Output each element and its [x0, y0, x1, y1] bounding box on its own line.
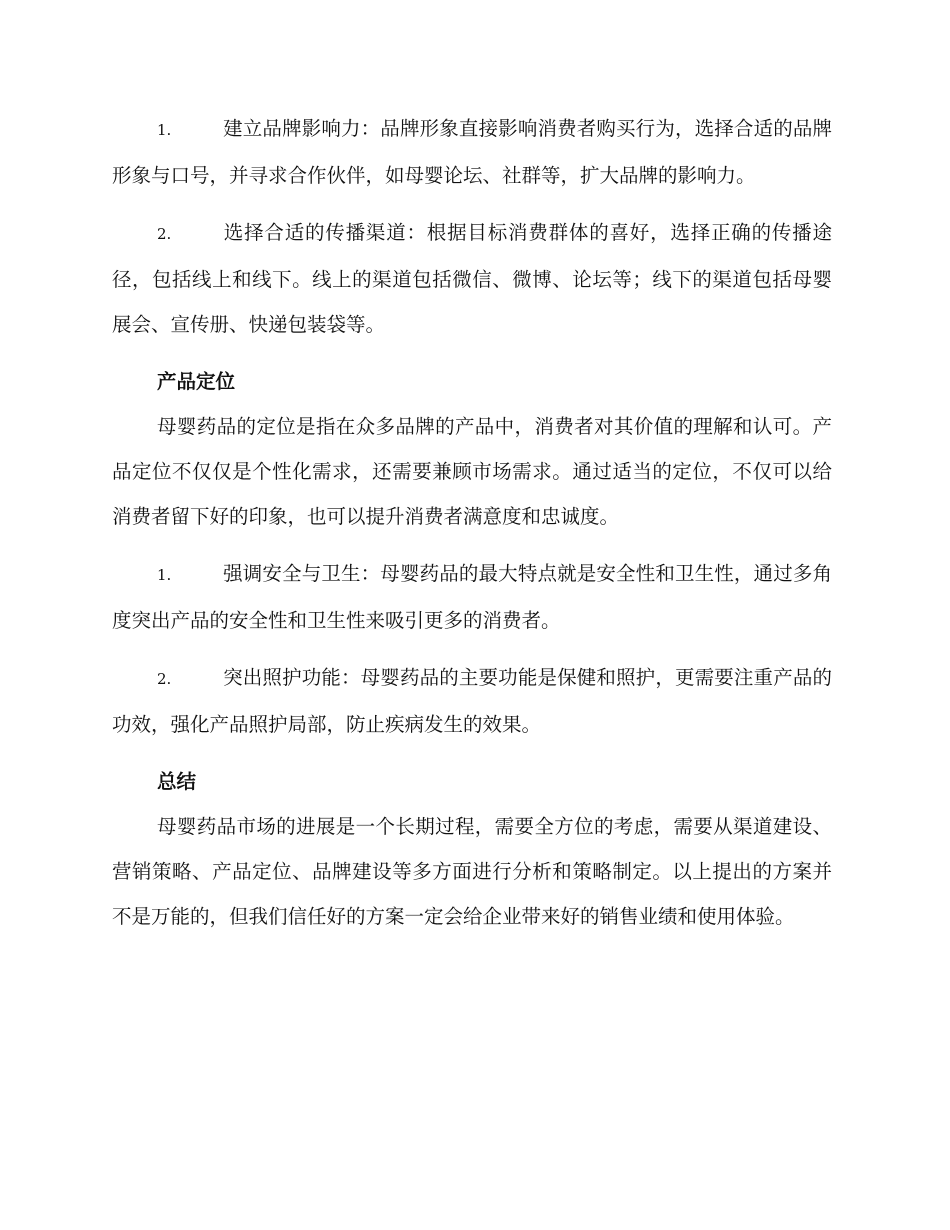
- section-heading-positioning: 产品定位: [157, 370, 236, 393]
- list-item: [112, 106, 832, 198]
- section-heading-summary: 总结: [157, 770, 197, 793]
- list-item: [112, 655, 832, 747]
- list-text: 强调安全与卫生：母婴药品的最大特点就是安全性和卫生性，通过多角度突出产品的安全性和卫生性来吸引更多的消费者。: [112, 562, 832, 632]
- list-number: 1.: [157, 121, 172, 139]
- document-page: [112, 106, 832, 939]
- list-item: [112, 551, 832, 643]
- list-number: 1.: [157, 566, 172, 584]
- list-item: [112, 210, 832, 347]
- paragraph-summary: 母婴药品市场的进展是一个长期过程，需要全方位的考虑，需要从渠道建设、营销策略、产品定位、品牌建设等多方面进行分析和策略制定。以上提出的方案并不是万能的，但我们信任好的方案一定会给企业带来好的销售业绩和使用体验。: [112, 815, 832, 928]
- list-text: 建立品牌影响力：品牌形象直接影响消费者购买行为，选择合适的品牌形象与口号，并寻求合作伙伴，如母婴论坛、社群等，扩大品牌的影响力。: [112, 117, 832, 187]
- paragraph-positioning: 母婴药品的定位是指在众多品牌的产品中，消费者对其价值的理解和认可。产品定位不仅仅是个性化需求，还需要兼顾市场需求。通过适当的定位，不仅可以给消费者留下好的印象，也可以提升消费者满意度和忠诚度。: [112, 415, 832, 528]
- list-text: 突出照护功能：母婴药品的主要功能是保健和照护，更需要注重产品的功效，强化产品照护局部，防止疾病发生的效果。: [112, 666, 832, 736]
- list-number: 2.: [157, 670, 172, 688]
- list-number: 2.: [157, 225, 172, 243]
- list-text: 选择合适的传播渠道：根据目标消费群体的喜好，选择正确的传播途径，包括线上和线下。线上的渠道包括微信、微博、论坛等；线下的渠道包括母婴展会、宣传册、快递包装袋等。: [112, 221, 832, 336]
